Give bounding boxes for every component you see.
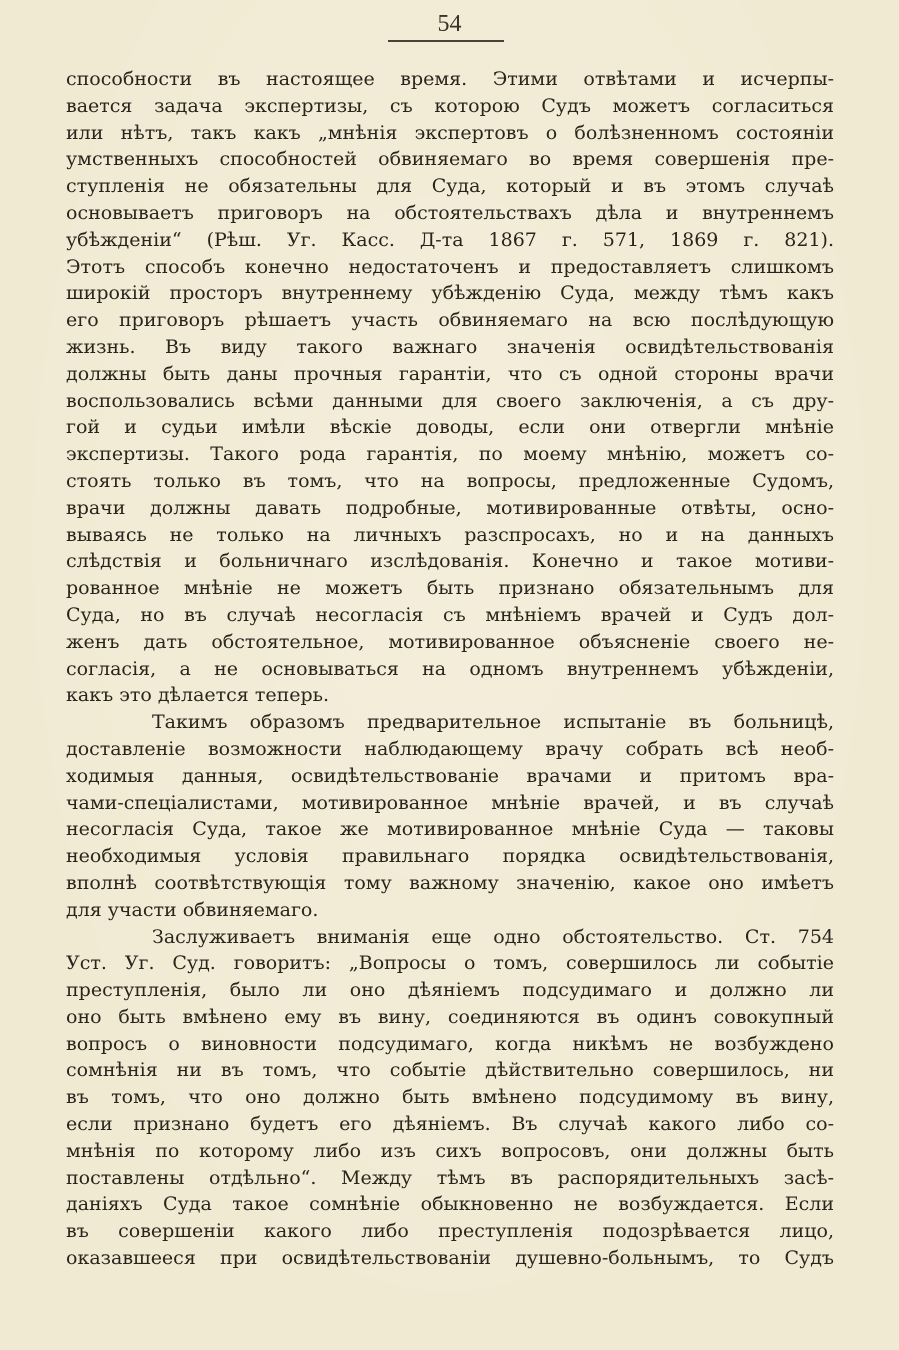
text-line: Такимъ образомъ предварительное испытаніе въ больницѣ, <box>152 711 834 734</box>
text-line: жизнь. Въ виду такого важнаго значенія освидѣтельствованія <box>66 335 834 358</box>
text-line: доставленіе возможности наблюдающему врачу собрать всѣ необ- <box>66 737 834 760</box>
text-line: его приговоръ рѣшаетъ участь обвиняемаго на всю послѣдующую <box>66 309 834 332</box>
text-line: оказавшееся при освидѣтельствованіи душевно-больнымъ, то Судъ <box>66 1247 834 1270</box>
text-line: или нѣтъ, такъ какъ „мнѣнія экспертовъ о болѣзненномъ состояніи <box>66 121 834 144</box>
text-line: поставлены отдѣльно“. Между тѣмъ въ распорядительныхъ засѣ- <box>66 1166 834 1189</box>
text-line: рованное мнѣніе не можетъ быть признано обязательнымъ для <box>66 577 834 600</box>
text-line: умственныхъ способностей обвиняемаго во время совершенія пре- <box>66 148 834 171</box>
text-line: согласія, а не основываться на одномъ внутреннемъ убѣжденіи, <box>66 657 834 680</box>
text-line: Заслуживаетъ вниманія еще одно обстоятельство. Ст. 754 <box>152 925 834 948</box>
text-line: даніяхъ Суда такое сомнѣніе обыкновенно не возбуждается. Если <box>66 1193 834 1216</box>
text-line: если признано будетъ его дѣяніемъ. Въ случаѣ какого либо со- <box>66 1113 834 1136</box>
text-line: врачи должны давать подробные, мотивированные отвѣты, осно- <box>66 496 834 519</box>
text-line: чами-спеціалистами, мотивированное мнѣніе врачей, и въ случаѣ <box>66 791 834 814</box>
header-rule <box>388 40 504 42</box>
text-line: въ совершеніи какого либо преступленія подозрѣвается лицо, <box>66 1220 834 1243</box>
text-line: преступленія, было ли оно дѣяніемъ подсудимаго и должно ли <box>66 979 834 1002</box>
text-line: женъ дать обстоятельное, мотивированное объясненіе своего не- <box>66 630 834 653</box>
text-line: экспертизы. Такого рода гарантія, по моему мнѣнію, можетъ со- <box>66 443 834 466</box>
text-line: Уст. Уг. Суд. говоритъ: „Вопросы о томъ, совершилось ли событіе <box>66 952 834 975</box>
text-line: вываясь не только на личныхъ разспросахъ, но и на данныхъ <box>66 523 834 546</box>
text-line: вполнѣ соотвѣтствующія тому важному значенію, какое оно имѣетъ <box>66 871 834 894</box>
text-line: способности въ настоящее время. Этими отвѣтами и исчерпы- <box>66 68 834 90</box>
text-line: Суда, но въ случаѣ несогласія съ мнѣніемъ врачей и Судъ дол- <box>66 603 834 626</box>
text-line: широкій просторъ внутреннему убѣжденію Суда, между тѣмъ какъ <box>66 282 834 305</box>
text-line: необходимыя условія правильнаго порядка освидѣтельствованія, <box>66 845 834 868</box>
text-line: для участи обвиняемаго. <box>66 898 319 921</box>
text-line: несогласія Суда, такое же мотивированное мнѣніе Суда — таковы <box>66 818 834 841</box>
text-line: воспользовались всѣми данными для своего заключенія, а съ дру- <box>66 389 834 412</box>
text-line: основываетъ приговоръ на обстоятельствахъ дѣла и внутреннемъ <box>66 201 834 224</box>
text-line: должны быть даны прочныя гарантіи, что съ одной стороны врачи <box>66 362 834 385</box>
text-line: гой и судьи имѣли вѣскіе доводы, если они отвергли мнѣніе <box>66 416 834 439</box>
page-number: 54 <box>437 11 462 37</box>
text-line: оно быть вмѣнено ему въ вину, соединяются въ одинъ совокупный <box>66 1005 834 1028</box>
text-line: вается задача экспертизы, съ которою Судъ можетъ согласиться <box>66 94 834 117</box>
text-line: въ томъ, что оно должно быть вмѣнено подсудимому въ вину, <box>66 1086 834 1109</box>
text-line: ходимыя данныя, освидѣтельствованіе врачами и притомъ вра- <box>66 764 834 787</box>
body-text <box>66 66 834 1272</box>
text-line: какъ это дѣлается теперь. <box>66 684 330 707</box>
text-line: убѣжденіи“ (Рѣш. Уг. Касс. Д-та 1867 г. 571, 1869 г. 821). <box>66 228 834 251</box>
text-line: слѣдствія и больничнаго изслѣдованія. Конечно и такое мотиви- <box>66 550 834 573</box>
text-line: Этотъ способъ конечно недостаточенъ и предоставляетъ слишкомъ <box>66 255 834 278</box>
text-line: стоять только въ томъ, что на вопросы, предложенные Судомъ, <box>66 469 834 492</box>
text-line: вопросъ о виновности подсудимаго, когда никѣмъ не возбуждено <box>66 1032 834 1055</box>
text-line: сомнѣнія ни въ томъ, что событіе дѣйствительно совершилось, ни <box>66 1059 834 1082</box>
text-line: мнѣнія по которому либо изъ сихъ вопросовъ, они должны быть <box>66 1139 834 1162</box>
text-line: ступленія не обязательны для Суда, который и въ этомъ случаѣ <box>66 175 834 198</box>
